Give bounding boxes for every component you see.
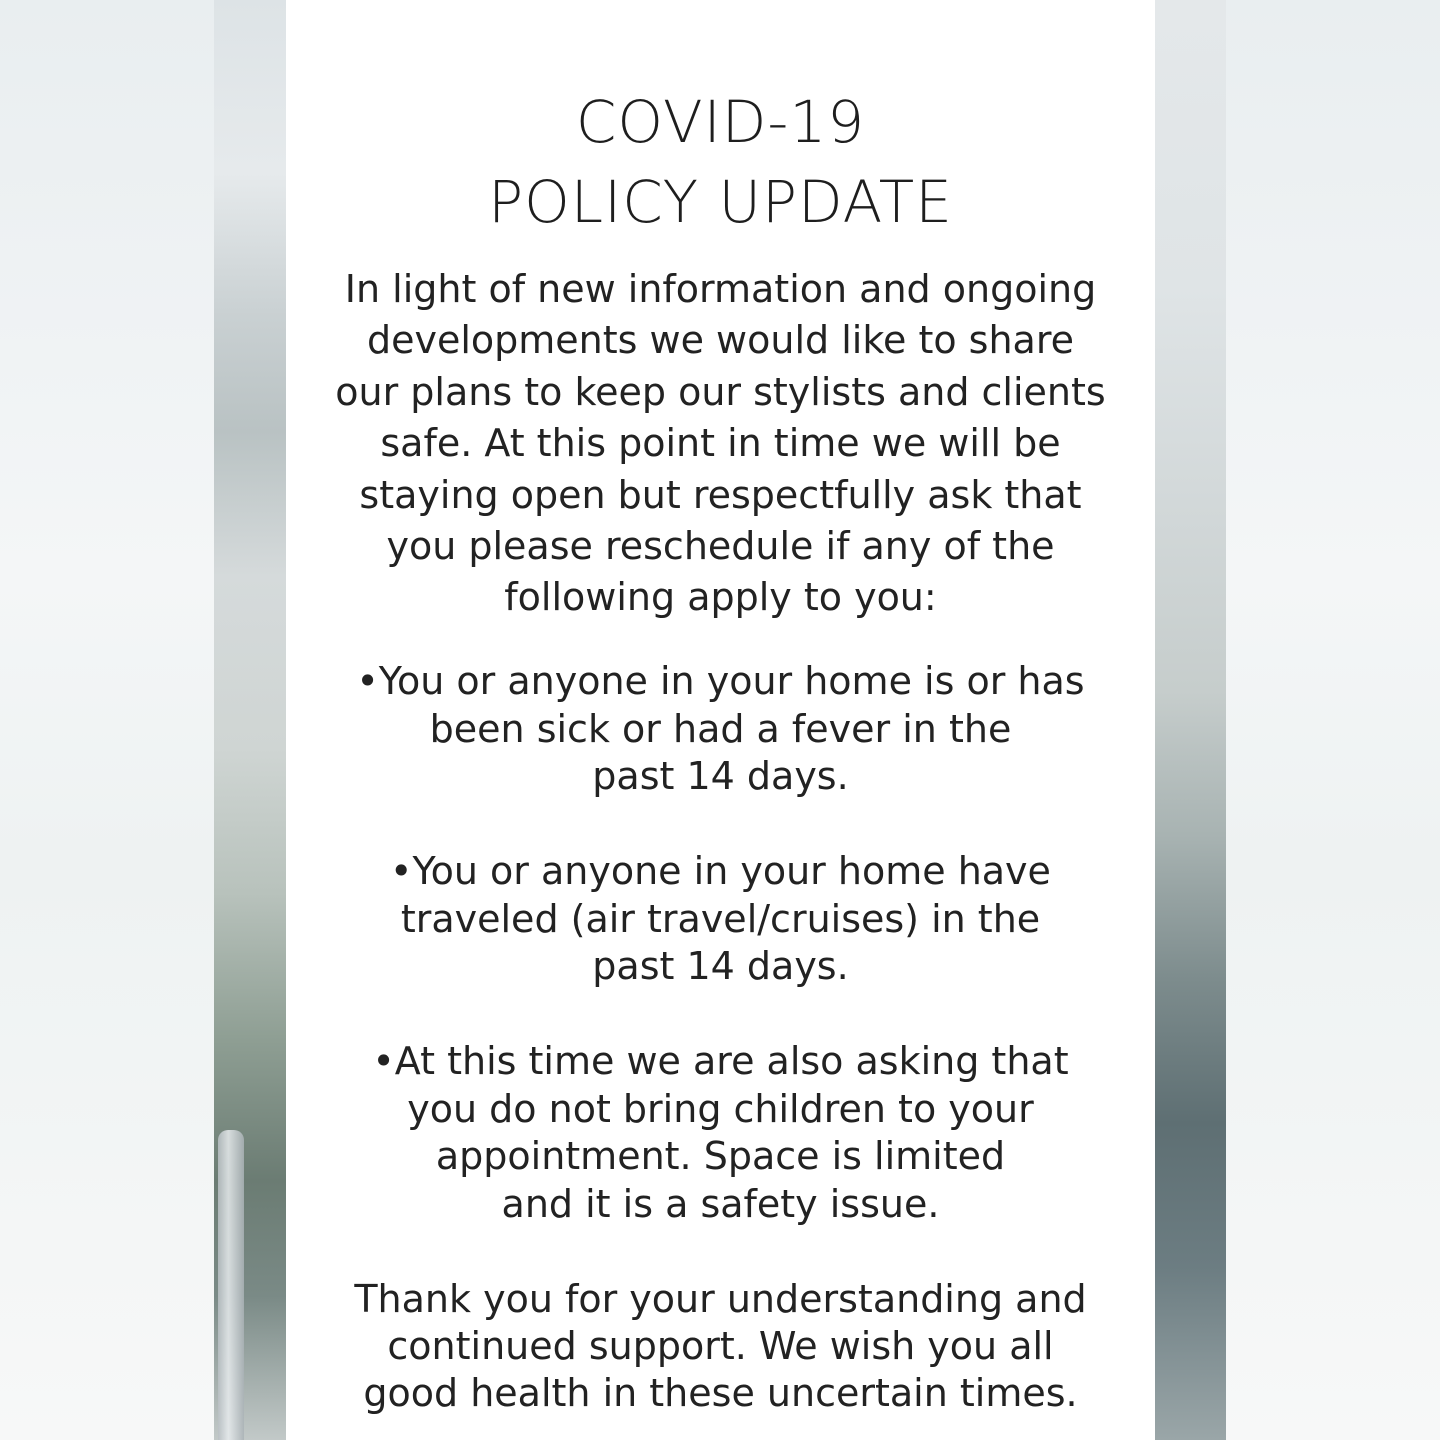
- intro-line: you please reschedule if any of the: [386, 524, 1055, 569]
- bullet-line: appointment. Space is limited: [435, 1134, 1006, 1178]
- background-right-blur: [1226, 0, 1440, 1440]
- background-photo-right: [1155, 0, 1226, 1440]
- closing-line: continued support. We wish you all: [387, 1324, 1054, 1368]
- bullet-sick: [286, 658, 1155, 801]
- bullet-line: traveled (air travel/cruises) in the: [400, 896, 1041, 941]
- closing-paragraph: [286, 1276, 1155, 1417]
- bullet-line: and it is a safety issue.: [501, 1181, 940, 1226]
- bullet-line: past 14 days.: [592, 944, 849, 988]
- title-line-1: COVID-19: [575, 88, 866, 156]
- bullet-line: •You or anyone in your home have: [390, 849, 1051, 893]
- bullet-line: you do not bring children to your: [407, 1086, 1034, 1131]
- bullet-travel: [286, 848, 1155, 991]
- bullet-line: •At this time we are also asking that: [372, 1039, 1069, 1083]
- bullet-line: been sick or had a fever in the: [429, 706, 1012, 751]
- intro-line: safe. At this point in time we will be: [380, 421, 1061, 466]
- intro-paragraph: [286, 264, 1155, 624]
- policy-card: [286, 0, 1155, 1440]
- intro-line: following apply to you:: [504, 575, 937, 620]
- closing-line: good health in these uncertain times.: [363, 1371, 1078, 1415]
- intro-line: our plans to keep our stylists and clients: [335, 369, 1106, 414]
- title-line-2: POLICY UPDATE: [488, 168, 953, 236]
- background-left-blur: [0, 0, 214, 1440]
- intro-line: In light of new information and ongoing: [344, 267, 1097, 311]
- bullet-children: [286, 1038, 1155, 1228]
- intro-line: developments we would like to share: [366, 318, 1075, 363]
- bullet-line: •You or anyone in your home is or has: [356, 659, 1085, 703]
- closing-line: Thank you for your understanding and: [354, 1277, 1087, 1321]
- intro-line: staying open but respectfully ask that: [359, 472, 1082, 517]
- plant-stem-image: [218, 1130, 244, 1440]
- bullet-line: past 14 days.: [592, 754, 849, 798]
